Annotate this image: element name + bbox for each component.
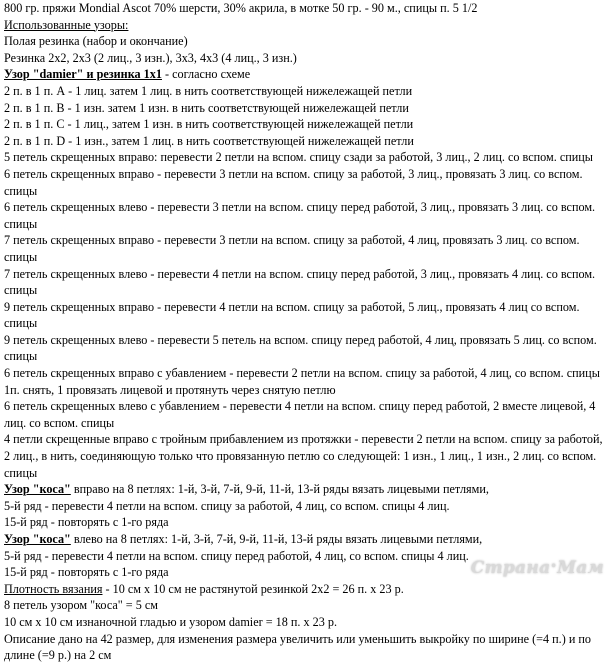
hollow-rib-line: Полая резинка (набор и окончание) (4, 34, 188, 49)
damier-pattern-heading: Узор "damier" и резинка 1х1 (4, 67, 162, 82)
kosa-right-row5-line: 5-й ряд - перевести 4 петли на вспом. спицу за работой, 4 лиц, со вспом. спицы 4 лиц. (4, 498, 450, 513)
gauge-line (4, 581, 606, 598)
damier-pattern-line (4, 66, 606, 83)
gauge-text: - 10 см х 10 см не растянутой резинкой 2х2 = 26 п. х 23 р. (102, 581, 404, 596)
ribbing-types-line: Резинка 2х2, 2х3 (2 лиц., 3 изн.), 3х3, 4х3 (4 лиц., 3 изн.) (4, 50, 297, 65)
cable-7-left-line: 7 петель скрещенных влево - перевести 4 петли на вспом. спицу перед работой, 3 лиц., провязать 4 лиц. со вспом. спицы (4, 266, 596, 298)
cable-6-right-decrease-line: 6 петель скрещенных вправо с убавлением - перевести 2 петли на вспом. спицу за работой, 4 лиц, со вспом. спицы 1п. снять, 1 провязать лицевой и протянуть через снятую петлю (4, 366, 600, 397)
cable-4-right-triple-increase-line: 4 петли скрещенные вправо с тройным прибавлением из протяжки - перевести 2 петли на вспом. спицу за работой, 2 лиц., в нить, соединяющую только что провязанную петлю со следующей: 1 изн., 1 лиц., 1 изн., 2 лиц. со вспом. спицы (4, 432, 603, 480)
kosa-left-text: влево на 8 петлях: 1-й, 3-й, 7-й, 9-й, 11-й, 13-й ряды вязать лицевыми петлями, (70, 532, 483, 546)
gauge-heading: Плотность вязания (4, 581, 103, 596)
cable-7-right-line: 7 петель скрещенных вправо - перевести 3 петли на вспом. спицу за работой, 4 лиц, провязать 3 лиц. со вспом. спицы (4, 233, 580, 264)
kosa-right-row15-line: 15-й ряд - повторять с 1-го ряда (4, 515, 169, 530)
size-note-line: Описание дано на 42 размер, для изменения размера увеличить или уменьшить выкройку по ширине (=4 п.) и по длине (=9 р.) на 2 см (4, 631, 591, 663)
cable-6-left-decrease-line: 6 петель скрещенных влево с убавлением - перевести 4 петли на вспом. спицу перед работой, 2 вместе лицевой, 4 лиц. со вспом. спицы (4, 399, 596, 430)
kosa-left-row5-line: 5-й ряд - перевести 4 петли на вспом. спицу перед работой, 4 лиц, со вспом. спицы 4 лиц. (4, 548, 469, 563)
kosa-left-line (4, 531, 606, 548)
damier-pattern-note: - согласно схеме (161, 67, 251, 82)
cable-6-left-line: 6 петель скрещенных влево - перевести 3 петли на вспом. спицу перед работой, 3 лиц., провязать 3 лиц. со вспом. спицы (4, 200, 596, 231)
yarn-requirements-line: 800 гр. пряжи Mondial Ascot 70% шерсти, 30% акрила, в мотке 50 гр. - 90 м., спицы п. 5 1/2 (4, 1, 478, 15)
cable-6-right-line: 6 петель скрещенных вправо - перевести 3 петли на вспом. спицу за работой, 3 лиц., провязать 3 лиц. со вспом. спицы (4, 166, 583, 198)
cable-9-right-line: 9 петель скрещенных вправо - перевести 4 петли на вспом. спицу за работой, 5 лиц., провязать 4 лиц со вспом. спицы (4, 299, 580, 331)
kosa-left-row15-line: 15-й ряд - повторять с 1-го ряда (4, 565, 169, 580)
kosa-right-line (4, 481, 606, 498)
patterns-used-heading: Использованные узоры: (4, 17, 129, 32)
increase-c-line: 2 п. в 1 п. С - 1 лиц., затем 1 изн. в нить соответствующей нижележащей петли (4, 117, 414, 132)
kosa-right-text: вправо на 8 петлях: 1-й, 3-й, 7-й, 9-й, 11-й, 13-й ряды вязать лицевыми петлями, (70, 482, 489, 497)
damier-gauge-line: 10 см х 10 см изнаночной гладью и узором damier = 18 п. х 23 р. (4, 614, 337, 629)
increase-b-line: 2 п. в 1 п. В - 1 изн. затем 1 изн. в нить соответствующей нижележащей петли (4, 100, 409, 115)
kosa-gauge-line: 8 петель узором "коса" = 5 см (4, 598, 158, 613)
cable-5-right-line: 5 петель скрещенных вправо: перевести 2 петли на вспом. спицу сзади за работой, 3 лиц., 2 лиц. со вспом. спицы (4, 150, 593, 165)
kosa-right-heading: Узор "коса" (4, 482, 71, 497)
kosa-left-heading: Узор "коса" (4, 532, 71, 546)
cable-9-left-line: 9 петель скрещенных влево - перевести 5 петель на вспом. спицу перед работой, 4 лиц, провязать 5 лиц. со вспом. спицы (4, 332, 597, 364)
site-watermark-logo: Страна•Мам (470, 558, 604, 579)
increase-d-line: 2 п. в 1 п. D - 1 изн., затем 1 лиц. в нить соответствующей нижележащей петли (4, 133, 414, 148)
increase-a-line: 2 п. в 1 п. А - 1 лиц. затем 1 лиц. в нить соответствующей нижележащей петли (4, 83, 413, 98)
